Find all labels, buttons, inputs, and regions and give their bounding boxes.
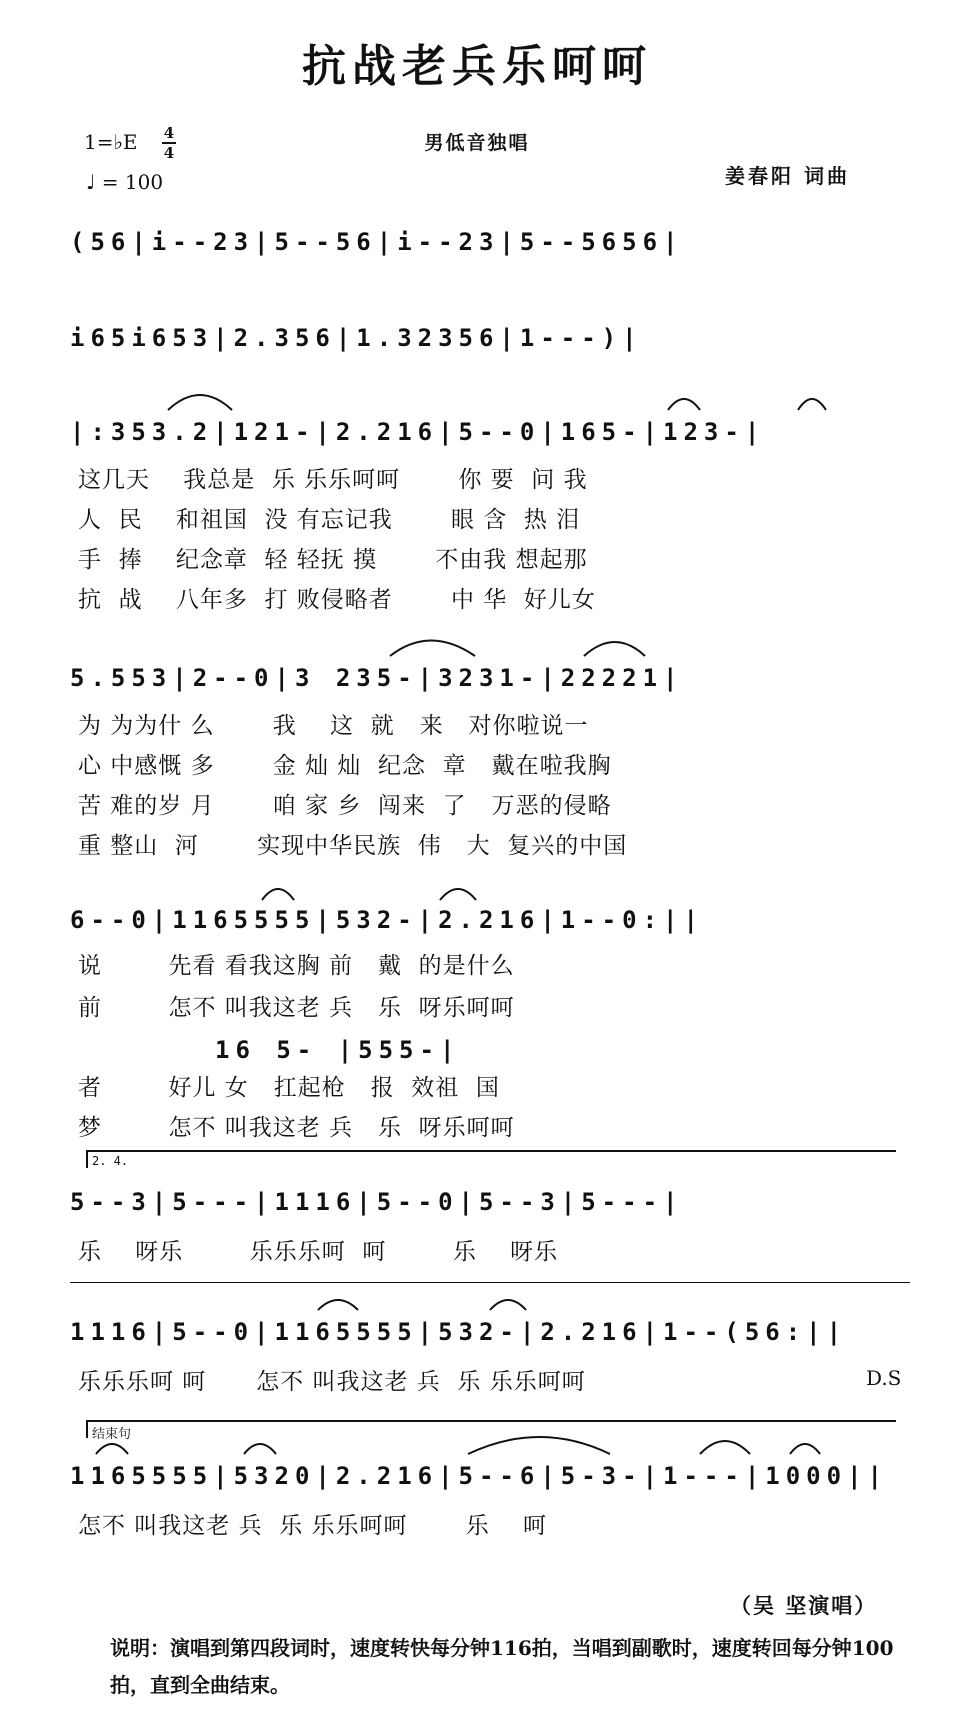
slur-arc [790,1444,820,1454]
performance-note: 说明：演唱到第四段词时，速度转快每分钟116拍，当唱到副歌时，速度转回每分钟100拍，直到全曲结束。 [110,1636,894,1697]
song-title: 抗战老兵乐呵呵 [302,41,652,92]
slur-arc [700,1441,750,1454]
lyric-line: 乐乐乐呵 呵 怎不 叫我这老 兵 乐 乐乐呵呵 [78,1369,586,1395]
slur-arc [244,1444,276,1454]
coda-notes: 1165555|5320|2.216|5--6|5-3-|1---|1000|| [70,1462,888,1490]
slur-arc [390,641,475,657]
author-credit: 姜春阳 词曲 [725,164,850,188]
intro-line-2: i65i653|2.356|1.32356|1---)| [70,324,643,352]
slur-arc [668,399,700,410]
verse-notes-2: 5.553|2--0|3 235-|3231-|22221| [70,664,684,692]
lyric-line: 抗 战 八年多 打 败侵略者 中 华 好儿女 [78,587,596,613]
alt-notes: 16 5- |555-| [215,1036,461,1064]
verse-notes-3: 6--0|1165555|532-|2.216|1--0:|| [70,906,704,934]
slur-arc [96,1444,128,1454]
volta-label: 2. 4. [92,1154,129,1168]
key-signature: 1=♭E [84,130,138,154]
slur-arc [318,1300,358,1310]
time-bottom: 4 [163,144,175,162]
lyric-line: 怎不 叫我这老 兵 乐 乐乐呵呵 乐 呵 [78,1513,547,1539]
lyric-line: 重 整山 河 实现中华民族 伟 大 复兴的中国 [78,833,628,859]
slur-arc [468,1437,610,1454]
verse-notes-1: |:353.2|121-|2.216|5--0|165-|123-| [70,418,766,446]
time-top: 4 [163,124,175,142]
singer-credit: （吴 坚演唱） [730,1594,878,1618]
ds-marking: D.S [866,1366,902,1390]
lyric-line: 为 为为什 么 我 这 就 来 对你啦说一 [78,713,589,739]
lyric-line: 人 民 和祖国 没 有忘记我 眼 含 热 泪 [78,507,581,533]
slur-arc [490,1300,526,1310]
slur-arc [440,889,476,900]
lyric-line: 说 先看 看我这胸 前 戴 的是什么 [78,953,515,979]
chorus-notes-1: 5--3|5---|1116|5--0|5--3|5---| [70,1188,684,1216]
lyric-line: 手 捧 纪念章 轻 轻抚 摸 不由我 想起那 [78,547,588,573]
coda-label: 结束句 [92,1427,132,1442]
lyric-line: 前 怎不 叫我这老 兵 乐 呀乐呵呵 [78,995,515,1021]
lyric-line: 这几天 我总是 乐 乐乐呵呵 你 要 问 我 [78,467,588,493]
subtitle: 男低音独唱 [424,132,530,154]
slur-arc [584,642,645,656]
tempo-marking: ♩ = 100 [86,170,164,194]
lyric-line: 乐 呀乐 乐乐乐呵 呵 乐 呀乐 [78,1239,559,1265]
intro-line-1: (56|i--23|5--56|i--23|5--5656| [70,228,684,256]
chorus-notes-2: 1116|5--0|1165555|532-|2.216|1--(56:|| [70,1318,848,1346]
slur-arc [798,399,826,410]
lyric-line: 心 中感慨 多 金 灿 灿 纪念 章 戴在啦我胸 [78,753,612,779]
slur-arc [262,889,294,900]
slur-arc [168,395,232,410]
lyric-line: 者 好儿 女 扛起枪 报 效祖 国 [78,1075,500,1101]
lyric-line: 梦 怎不 叫我这老 兵 乐 呀乐呵呵 [78,1115,515,1141]
lyric-line: 苦 难的岁 月 咱 家 乡 闯来 了 万恶的侵略 [78,793,612,819]
